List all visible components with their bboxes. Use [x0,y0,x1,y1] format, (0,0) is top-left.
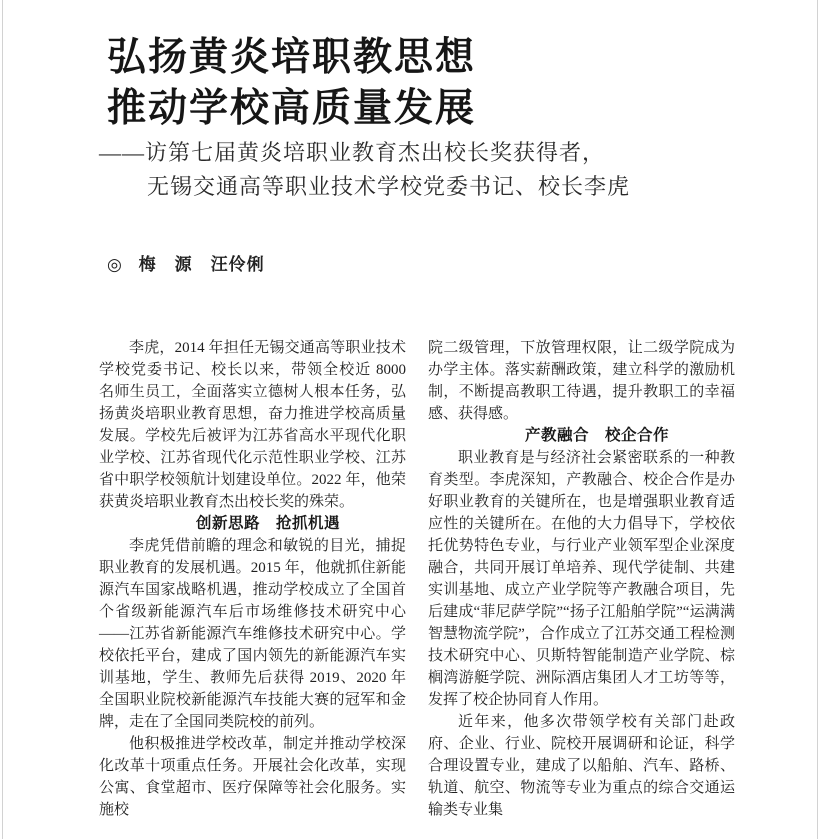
article-subtitle [99,136,735,204]
paragraph-majors: 近年来，他多次带领学校有关部门赴政府、企业、行业、院校开展调研和论证，科学合理设置专业，建成了以船舶、汽车、路桥、轨道、航空、物流等专业为重点的综合交通运输类专业集 [428,714,735,818]
page-edge-line-left [2,0,3,839]
article-title [107,32,735,134]
article-page [99,0,735,821]
section-heading-cooperation: 产教融合 校企合作 [524,427,669,444]
article-title-line-2: 推动学校高质量发展 [107,87,477,130]
article-body [99,337,735,821]
author-marker-icon: ◎ [107,255,123,274]
paragraph-reform-continued: 院二级管理，下放管理权限，让二级学院成为办学主体。落实薪酬政策，建立科学的激励机制，不断提高教职工待遇，提升教职工的幸福感、获得感。 [428,340,735,422]
article-title-line-1: 弘扬黄炎培职教思想 [107,36,477,79]
article-subtitle-line-2: 无锡交通高等职业技术学校党委书记、校长李虎 [147,174,631,199]
page-edge-line-right [817,0,818,839]
paragraph-intro: 李虎，2014 年担任无锡交通高等职业技术学校党委书记、校长以来，带领全校近 8000 名师生员工，全面落实立德树人根本任务，弘扬黄炎培职业教育思想，奋力推进学校高质量发展。学校先后被评为江苏省高水平现代化职业学校、江苏省现代化示范性职业学校、江苏省中职学校领航计划建设单位。2022 年，他荣获黄炎培职业教育杰出校长奖的殊荣。 [99,340,406,510]
author-line [107,250,735,275]
left-column [99,337,406,821]
paragraph-opportunity: 李虎凭借前瞻的理念和敏锐的目光，捕捉职业教育的发展机遇。2015 年，他就抓住新能源汽车国家战略机遇，推动学校成立了全国首个省级新能源汽车后市场维修技术研究中心——江苏省新能源汽车维修技术研究中心。学校依托平台，建成了国内领先的新能源汽车实训基地，学生、教师先后获得 2019、2020 年全国职业院校新能源汽车技能大赛的冠军和金牌，走在了全国同类院校的前列。 [99,538,406,730]
author-names: 梅 源 汪伶俐 [138,255,265,274]
section-heading-innovation: 创新思路 抢抓机遇 [195,515,340,532]
right-column [428,337,735,821]
article-subtitle-line-1: ——访第七届黄炎培职业教育杰出校长奖获得者， [99,140,606,165]
paragraph-reform: 他积极推进学校改革，制定并推动学校深化改革十项重点任务。开展社会化改革，实现公寓、食堂超市、医疗保障等社会化服务。实施校 [99,736,406,818]
paragraph-integration: 职业教育是与经济社会紧密联系的一种教育类型。李虎深知，产教融合、校企合作是办好职业教育的关键所在，也是增强职业教育适应性的关键所在。在他的大力倡导下，学校依托优势特色专业，与行业产业领军型企业深度融合，共同开展订单培养、现代学徒制、共建实训基地、成立产业学院等产教融合项目，先后建成“菲尼萨学院”“扬子江船舶学院”“运满满智慧物流学院”，合作成立了江苏交通工程检测技术研究中心、贝斯特智能制造产业学院、棕榈湾游艇学院、洲际酒店集团人才工坊等等，发挥了校企协同育人作用。 [428,450,735,708]
